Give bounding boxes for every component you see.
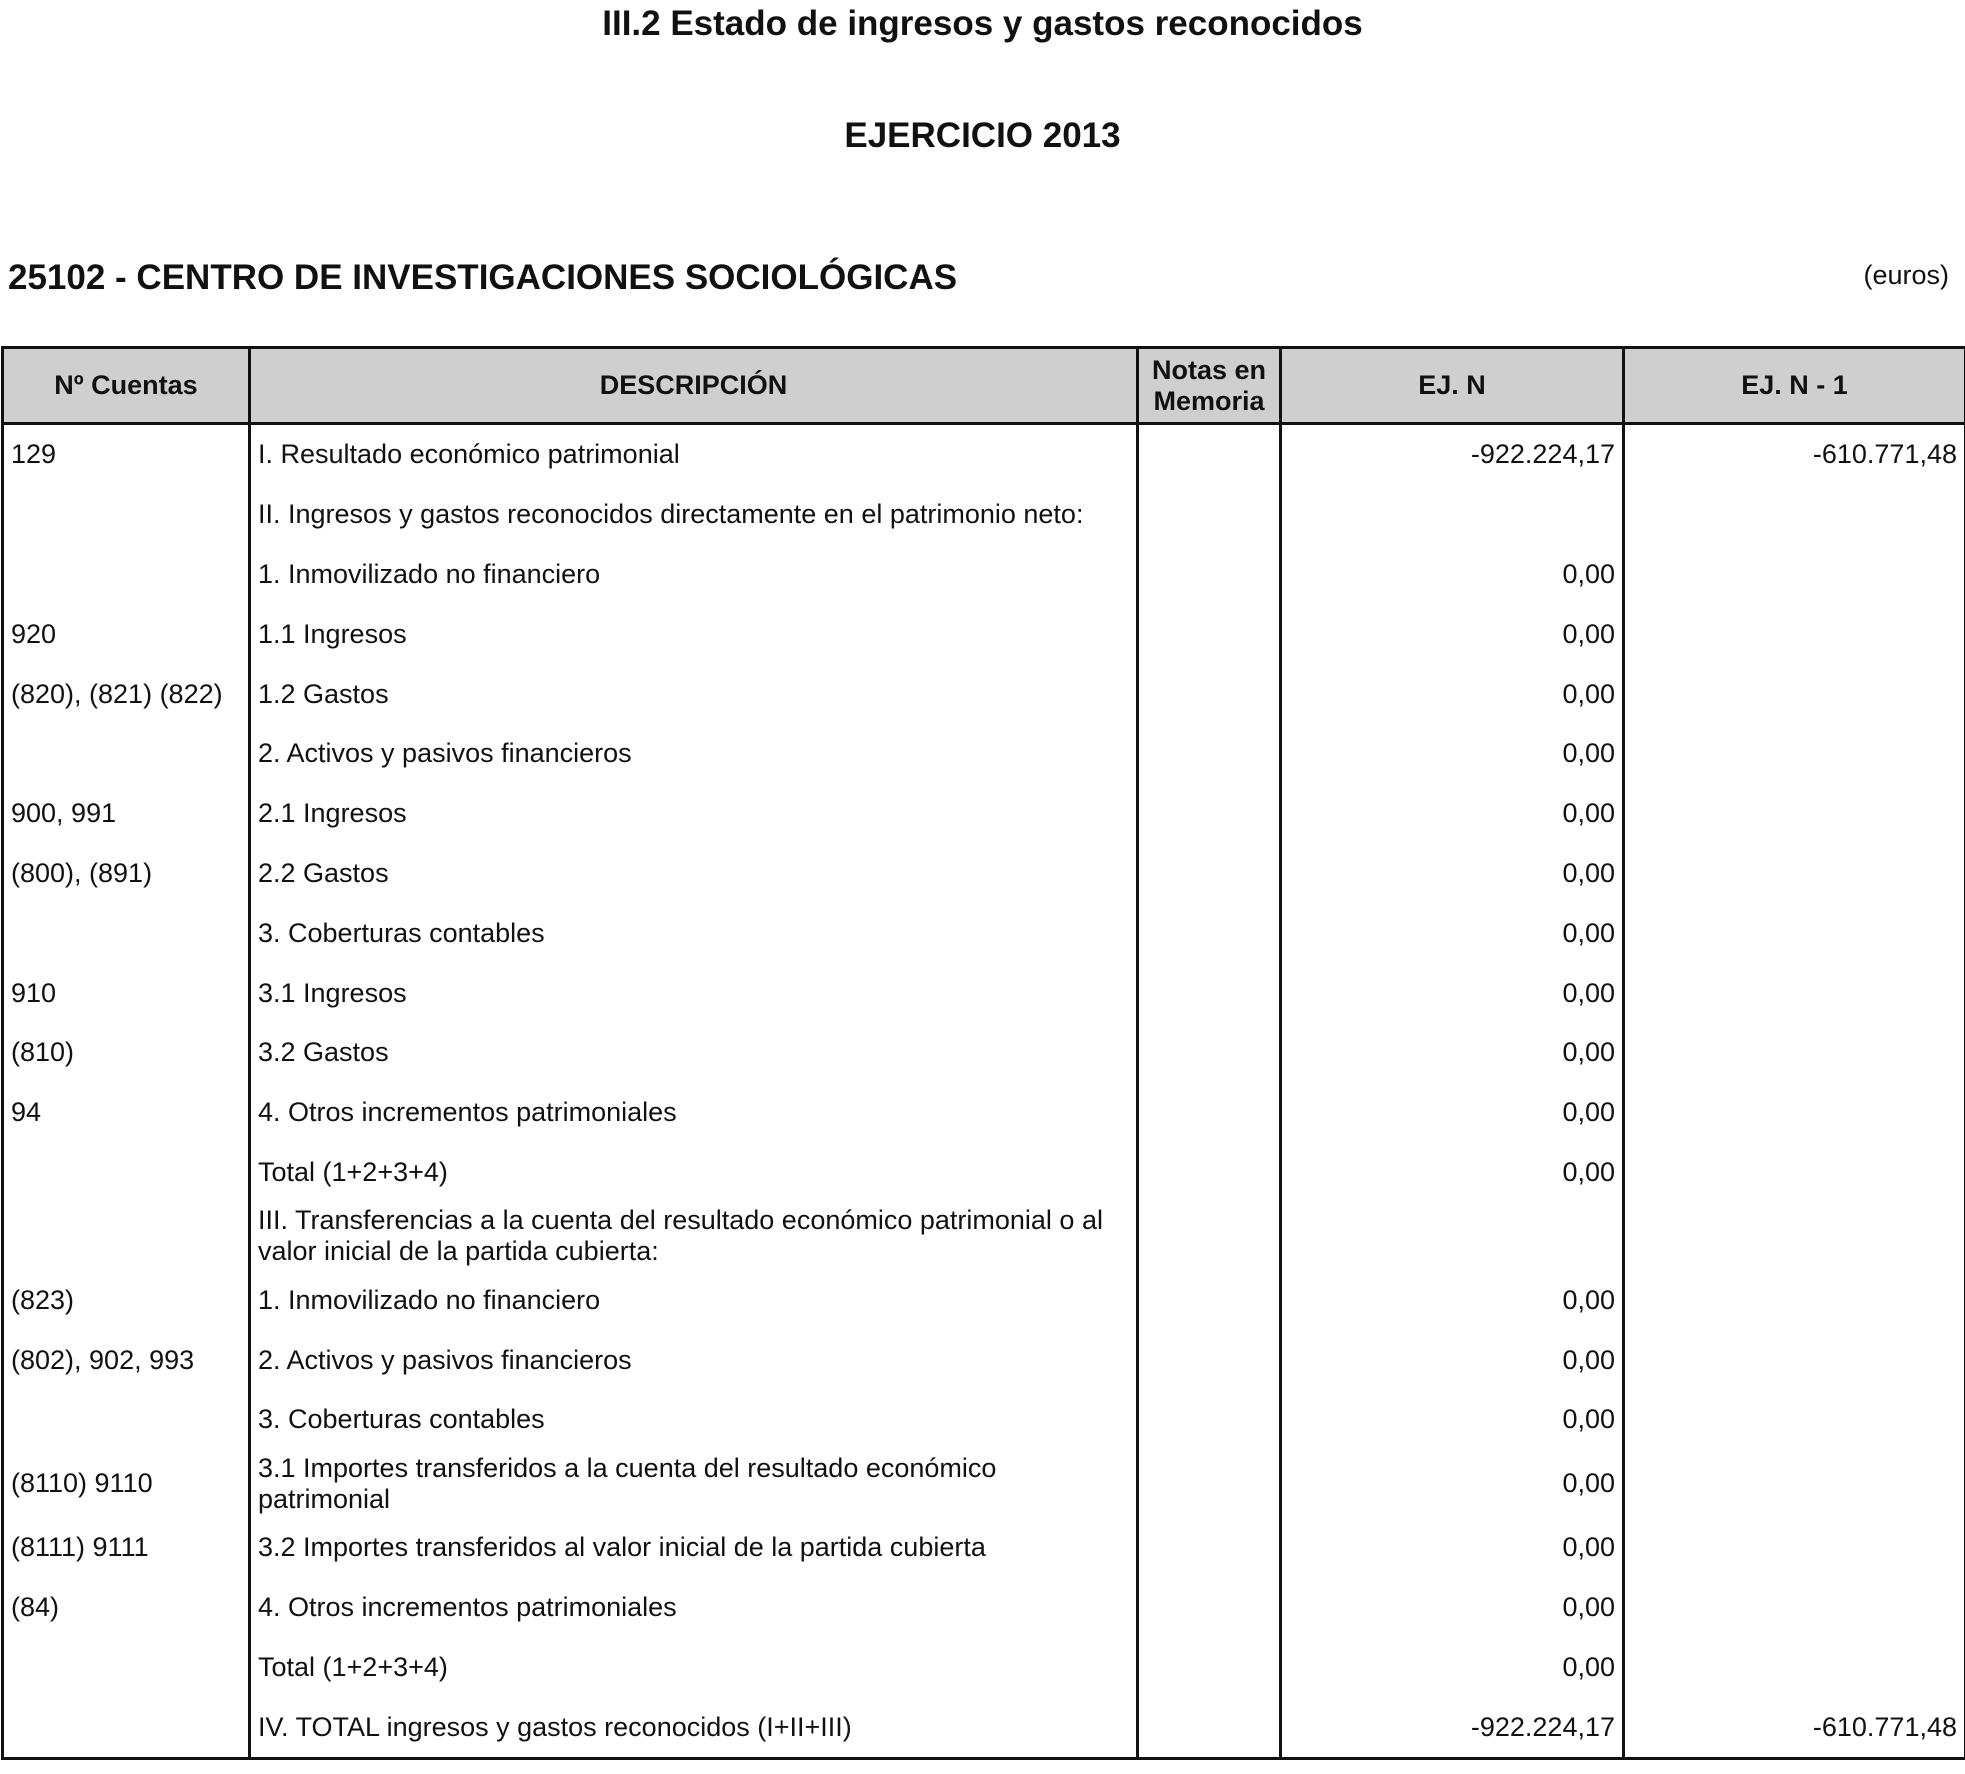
- cell-cuentas: 900, 991: [3, 784, 250, 844]
- cell-ej-n: -922.224,17: [1281, 424, 1624, 485]
- cell-cuentas: (820), (821) (822): [3, 664, 250, 724]
- cell-ej-n1: [1624, 1578, 1965, 1638]
- cell-cuentas: 910: [3, 963, 250, 1023]
- cell-ej-n1: [1624, 1637, 1965, 1697]
- table-row: [3, 604, 1965, 664]
- cell-cuentas: [3, 724, 250, 784]
- cell-ej-n: 0,00: [1281, 724, 1624, 784]
- cell-descripcion: 2.1 Ingresos: [250, 784, 1138, 844]
- table-row: [3, 424, 1965, 485]
- cell-ej-n: 0,00: [1281, 1023, 1624, 1083]
- cell-ej-n1: [1624, 963, 1965, 1023]
- cell-cuentas: (84): [3, 1578, 250, 1638]
- cell-descripcion: 1.2 Gastos: [250, 664, 1138, 724]
- cell-ej-n1: [1624, 1202, 1965, 1270]
- cell-descripcion: 3.1 Importes transferidos a la cuenta del resultado económico patrimonial: [250, 1450, 1138, 1518]
- cell-ej-n: 0,00: [1281, 1450, 1624, 1518]
- cell-ej-n1: [1624, 1270, 1965, 1330]
- cell-notas: [1138, 903, 1281, 963]
- table-row: [3, 1450, 1965, 1518]
- cell-ej-n1: [1624, 1023, 1965, 1083]
- cell-notas: [1138, 485, 1281, 545]
- cell-ej-n1: [1624, 1450, 1965, 1518]
- cell-notas: [1138, 1330, 1281, 1390]
- table-row: [3, 1697, 1965, 1758]
- cell-ej-n: [1281, 1202, 1624, 1270]
- cell-cuentas: [3, 485, 250, 545]
- cell-cuentas: [3, 545, 250, 605]
- cell-descripcion: 1. Inmovilizado no financiero: [250, 1270, 1138, 1330]
- cell-notas: [1138, 1450, 1281, 1518]
- cell-ej-n: 0,00: [1281, 903, 1624, 963]
- cell-ej-n: 0,00: [1281, 604, 1624, 664]
- cell-descripcion: 2.2 Gastos: [250, 844, 1138, 904]
- cell-notas: [1138, 1578, 1281, 1638]
- cell-ej-n: -922.224,17: [1281, 1697, 1624, 1758]
- cell-notas: [1138, 424, 1281, 485]
- cell-ej-n1: -610.771,48: [1624, 1697, 1965, 1758]
- cell-ej-n: 0,00: [1281, 1270, 1624, 1330]
- cell-ej-n1: [1624, 485, 1965, 545]
- cell-ej-n: 0,00: [1281, 1083, 1624, 1143]
- cell-notas: [1138, 1390, 1281, 1450]
- cell-descripcion: 3.2 Importes transferidos al valor inicial de la partida cubierta: [250, 1518, 1138, 1578]
- cell-descripcion: 1.1 Ingresos: [250, 604, 1138, 664]
- cell-descripcion: 3.1 Ingresos: [250, 963, 1138, 1023]
- header-ej-n: EJ. N: [1281, 348, 1624, 424]
- table-row: [3, 1390, 1965, 1450]
- cell-ej-n1: [1624, 1518, 1965, 1578]
- cell-cuentas: [3, 1143, 250, 1203]
- cell-ej-n: 0,00: [1281, 1330, 1624, 1390]
- cell-descripcion: 4. Otros incrementos patrimoniales: [250, 1578, 1138, 1638]
- cell-descripcion: 3. Coberturas contables: [250, 903, 1138, 963]
- cell-cuentas: (8111) 9111: [3, 1518, 250, 1578]
- cell-ej-n1: [1624, 1390, 1965, 1450]
- cell-notas: [1138, 1637, 1281, 1697]
- cell-ej-n1: -610.771,48: [1624, 424, 1965, 485]
- header-notas: Notas en Memoria: [1138, 348, 1281, 424]
- cell-notas: [1138, 844, 1281, 904]
- cell-ej-n: 0,00: [1281, 664, 1624, 724]
- table-row: [3, 1518, 1965, 1578]
- cell-ej-n1: [1624, 604, 1965, 664]
- cell-notas: [1138, 664, 1281, 724]
- table-row: [3, 664, 1965, 724]
- table-row: [3, 1143, 1965, 1203]
- cell-notas: [1138, 1202, 1281, 1270]
- table-row: [3, 1270, 1965, 1330]
- cell-descripcion: I. Resultado económico patrimonial: [250, 424, 1138, 485]
- table-row: [3, 1083, 1965, 1143]
- cell-cuentas: (810): [3, 1023, 250, 1083]
- table-row: [3, 844, 1965, 904]
- cell-ej-n: 0,00: [1281, 1637, 1624, 1697]
- cell-ej-n: 0,00: [1281, 963, 1624, 1023]
- page-title: III.2 Estado de ingresos y gastos reconocidos: [602, 4, 1363, 43]
- cell-cuentas: [3, 903, 250, 963]
- cell-notas: [1138, 1023, 1281, 1083]
- cell-cuentas: 94: [3, 1083, 250, 1143]
- table-body: [3, 424, 1965, 1759]
- cell-ej-n: 0,00: [1281, 1143, 1624, 1203]
- table-row: [3, 485, 1965, 545]
- table-row: [3, 724, 1965, 784]
- cell-notas: [1138, 1518, 1281, 1578]
- cell-cuentas: (823): [3, 1270, 250, 1330]
- table-row: [3, 963, 1965, 1023]
- cell-ej-n: 0,00: [1281, 844, 1624, 904]
- cell-cuentas: [3, 1390, 250, 1450]
- cell-ej-n1: [1624, 844, 1965, 904]
- cell-notas: [1138, 724, 1281, 784]
- cell-ej-n1: [1624, 724, 1965, 784]
- cell-notas: [1138, 963, 1281, 1023]
- cell-notas: [1138, 1083, 1281, 1143]
- table-row: [3, 784, 1965, 844]
- cell-ej-n1: [1624, 545, 1965, 605]
- cell-cuentas: 920: [3, 604, 250, 664]
- cell-ej-n1: [1624, 1083, 1965, 1143]
- table-row: [3, 1202, 1965, 1270]
- cell-descripcion: 4. Otros incrementos patrimoniales: [250, 1083, 1138, 1143]
- cell-descripcion: Total (1+2+3+4): [250, 1637, 1138, 1697]
- entity-name: 25102 - CENTRO DE INVESTIGACIONES SOCIOLÓGICAS: [8, 258, 958, 297]
- header-descripcion: DESCRIPCIÓN: [250, 348, 1138, 424]
- cell-cuentas: [3, 1637, 250, 1697]
- cell-ej-n: 0,00: [1281, 1390, 1624, 1450]
- cell-descripcion: 2. Activos y pasivos financieros: [250, 1330, 1138, 1390]
- cell-cuentas: [3, 1202, 250, 1270]
- cell-cuentas: [3, 1697, 250, 1758]
- cell-ej-n: 0,00: [1281, 1578, 1624, 1638]
- cell-notas: [1138, 784, 1281, 844]
- fiscal-year: EJERCICIO 2013: [844, 116, 1121, 155]
- cell-notas: [1138, 1270, 1281, 1330]
- cell-ej-n: 0,00: [1281, 784, 1624, 844]
- cell-descripcion: III. Transferencias a la cuenta del resultado económico patrimonial o al valor inicial de la partida cubierta:: [250, 1202, 1138, 1270]
- table-row: [3, 1578, 1965, 1638]
- cell-cuentas: 129: [3, 424, 250, 485]
- cell-notas: [1138, 545, 1281, 605]
- table-row: [3, 903, 1965, 963]
- cell-ej-n1: [1624, 664, 1965, 724]
- table-header-row: [3, 348, 1965, 424]
- table-row: [3, 1330, 1965, 1390]
- cell-notas: [1138, 1143, 1281, 1203]
- cell-ej-n1: [1624, 1330, 1965, 1390]
- cell-ej-n: 0,00: [1281, 1518, 1624, 1578]
- cell-cuentas: (802), 902, 993: [3, 1330, 250, 1390]
- table-row: [3, 545, 1965, 605]
- cell-descripcion: IV. TOTAL ingresos y gastos reconocidos (I+II+III): [250, 1697, 1138, 1758]
- units-label: (euros): [1863, 260, 1949, 290]
- cell-ej-n1: [1624, 903, 1965, 963]
- cell-descripcion: 3.2 Gastos: [250, 1023, 1138, 1083]
- cell-notas: [1138, 1697, 1281, 1758]
- cell-descripcion: 2. Activos y pasivos financieros: [250, 724, 1138, 784]
- cell-cuentas: (800), (891): [3, 844, 250, 904]
- cell-ej-n1: [1624, 784, 1965, 844]
- cell-cuentas: (8110) 9110: [3, 1450, 250, 1518]
- table-row: [3, 1637, 1965, 1697]
- cell-descripcion: Total (1+2+3+4): [250, 1143, 1138, 1203]
- header-ej-n1: EJ. N - 1: [1624, 348, 1965, 424]
- income-expense-table: [1, 346, 1965, 1760]
- cell-ej-n: 0,00: [1281, 545, 1624, 605]
- cell-descripcion: 1. Inmovilizado no financiero: [250, 545, 1138, 605]
- cell-ej-n: [1281, 485, 1624, 545]
- cell-descripcion: 3. Coberturas contables: [250, 1390, 1138, 1450]
- header-cuentas: Nº Cuentas: [3, 348, 250, 424]
- cell-ej-n1: [1624, 1143, 1965, 1203]
- cell-descripcion: II. Ingresos y gastos reconocidos directamente en el patrimonio neto:: [250, 485, 1138, 545]
- cell-notas: [1138, 604, 1281, 664]
- table-row: [3, 1023, 1965, 1083]
